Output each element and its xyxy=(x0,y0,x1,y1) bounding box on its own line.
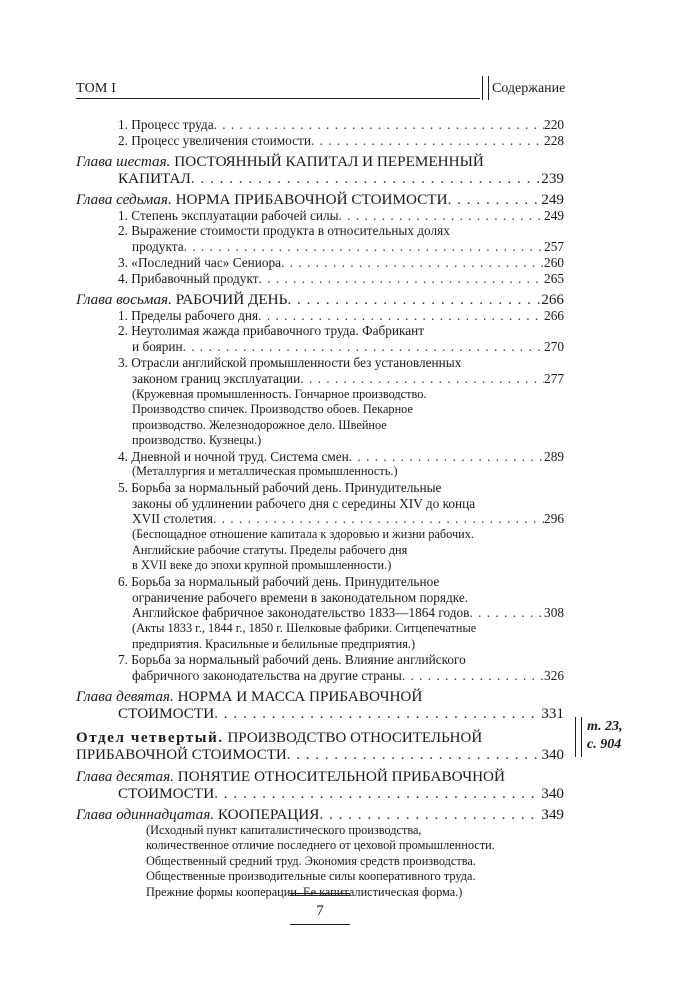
toc-entry-line: 3. Отрасли английской промышленности без установленных xyxy=(118,354,462,370)
margin-double-bar xyxy=(575,717,582,757)
chapter-heading[interactable] xyxy=(76,806,564,823)
dot-leader xyxy=(319,806,541,823)
toc-entry-line: законы об удлинении рабочего дня с середины XIV до конца xyxy=(132,495,476,511)
toc-entry[interactable] xyxy=(76,668,564,684)
entry-note: (Беспощадное отношение капитала к здоровью и жизни рабочих. xyxy=(132,527,474,542)
toc-entry-line: 2. Выражение стоимости продукта в относительных долях xyxy=(118,223,450,239)
margin-reference-volume: т. 23, xyxy=(587,719,623,734)
entry-note: (Акты 1833 г., 1844 г., 1850 г. Шелковые фабрики. Ситцепечатные xyxy=(132,621,477,636)
chapter-heading[interactable] xyxy=(76,153,564,170)
toc-page-number: 340 xyxy=(541,746,564,763)
entry-note: производство. Кузнецы.) xyxy=(132,433,262,448)
toc-entry[interactable] xyxy=(76,308,564,324)
entry-note: производство. Железнодорожное дело. Швейное xyxy=(132,417,387,432)
entry-note: Общественный средний труд. Экономия средств производства. xyxy=(146,853,476,868)
dot-leader xyxy=(258,308,544,324)
chapter-title: РАБОЧИЙ ДЕНЬ xyxy=(171,290,288,308)
part-title-cont: ПРИБАВОЧНОЙ СТОИМОСТИ xyxy=(76,746,287,763)
toc-page-number: 331 xyxy=(541,704,564,722)
chapter-title-cont: КАПИТАЛ xyxy=(118,169,191,187)
dot-leader xyxy=(311,133,544,149)
dot-leader xyxy=(402,668,544,684)
chapter-title: ПОНЯТИЕ ОТНОСИТЕЛЬНОЙ ПРИБАВОЧНОЙ xyxy=(173,767,505,785)
toc-page-number: 326 xyxy=(544,667,564,683)
section-label: Содержание xyxy=(492,81,566,96)
chapter-title-cont: СТОИМОСТИ xyxy=(118,704,215,722)
footer-rule-bottom xyxy=(290,924,350,925)
entry-note: предприятия. Красильные и белильные предприятия.) xyxy=(132,636,416,651)
dot-leader xyxy=(448,191,542,208)
dot-leader xyxy=(349,449,544,465)
dot-leader xyxy=(191,170,541,187)
table-of-contents xyxy=(76,117,564,900)
toc-entry[interactable] xyxy=(76,511,564,527)
part-heading-cont[interactable] xyxy=(76,747,564,764)
toc-entry-title: законом границ эксплуатации xyxy=(132,370,301,386)
toc-page-number: 239 xyxy=(541,169,564,187)
toc-entry-title: 1. Степень эксплуатации рабочей силы xyxy=(118,207,339,223)
toc-entry[interactable] xyxy=(76,239,564,255)
header-double-bar xyxy=(482,76,489,100)
margin-reference xyxy=(575,717,655,757)
toc-entry-title: Английское фабричное законодательство 1833—1864 годов xyxy=(132,605,470,621)
toc-page-number: 260 xyxy=(544,254,564,270)
dot-leader xyxy=(214,705,541,722)
running-header xyxy=(76,78,564,100)
toc-entry-title: 1. Процесс труда xyxy=(118,117,214,132)
entry-note: Прежние формы кооперации. Ее капиталистическая форма.) xyxy=(146,884,463,899)
toc-entry-title: 2. Процесс увеличения стоимости xyxy=(118,132,311,148)
toc-entry[interactable] xyxy=(76,208,564,224)
toc-entry-title: и боярин xyxy=(132,339,183,355)
toc-page-number: 257 xyxy=(544,239,564,255)
chapter-title: НОРМА ПРИБАВОЧНОЙ СТОИМОСТИ xyxy=(171,190,448,208)
chapter-label: Глава девятая. xyxy=(76,687,174,705)
toc-entry[interactable] xyxy=(76,255,564,271)
part-heading[interactable] xyxy=(76,730,564,747)
dot-leader xyxy=(183,339,544,355)
chapter-heading[interactable] xyxy=(76,191,564,208)
toc-entry-title: 4. Прибавочный продукт xyxy=(118,270,259,286)
entry-note: количественное отличие последнего от цеховой промышленности. xyxy=(146,838,495,853)
toc-page-number: 308 xyxy=(544,605,564,621)
toc-entry-title: XVII столетия xyxy=(132,511,213,527)
dot-leader xyxy=(300,371,544,387)
toc-entry-line: 6. Борьба за нормальный рабочий день. Принудительное xyxy=(118,573,440,589)
margin-reference-text xyxy=(587,718,623,754)
toc-entry-title: 3. «Последний час» Сениора xyxy=(118,254,282,270)
part-title: ПРОИЗВОДСТВО ОТНОСИТЕЛЬНОЙ xyxy=(223,729,483,746)
chapter-heading[interactable] xyxy=(76,688,564,705)
toc-entry-line: 5. Борьба за нормальный рабочий день. Принудительные xyxy=(118,479,442,495)
chapter-label: Глава одиннадцатая. xyxy=(76,805,215,823)
toc-entry[interactable] xyxy=(76,271,564,287)
toc-entry-line: ограничение рабочего времени в законодательном порядке. xyxy=(132,589,469,605)
page-footer xyxy=(290,893,390,933)
entry-note: Производство спичек. Производство обоев. Пекарное xyxy=(132,402,413,417)
part-label: Отдел четвертый. xyxy=(76,729,224,746)
dot-leader xyxy=(287,747,542,764)
entry-note: Общественные производительные силы кооперативного труда. xyxy=(146,869,476,884)
chapter-label: Глава шестая. xyxy=(76,152,171,170)
dot-leader xyxy=(339,208,545,224)
header-rule xyxy=(76,98,480,99)
dot-leader xyxy=(281,255,544,271)
toc-page-number: 266 xyxy=(541,290,564,308)
toc-page-number: 249 xyxy=(541,190,564,208)
dot-leader xyxy=(259,271,545,287)
toc-page-number: 265 xyxy=(544,270,564,286)
toc-page-number: 228 xyxy=(544,132,564,148)
toc-entry[interactable] xyxy=(76,133,564,149)
toc-page-number: 296 xyxy=(544,511,564,527)
footer-rule-top xyxy=(290,893,350,896)
toc-entry-line: 2. Неутолимая жажда прибавочного труда. Фабрикант xyxy=(118,323,425,339)
dot-leader xyxy=(469,605,544,621)
chapter-title-cont: СТОИМОСТИ xyxy=(118,784,215,802)
page-number: 7 xyxy=(316,903,324,919)
dot-leader xyxy=(214,117,544,133)
toc-entry-line: 7. Борьба за нормальный рабочий день. Влияние английского xyxy=(118,652,466,668)
chapter-heading-cont[interactable] xyxy=(76,705,564,722)
chapter-label: Глава восьмая. xyxy=(76,290,172,308)
toc-entry[interactable] xyxy=(76,605,564,621)
toc-entry[interactable] xyxy=(76,371,564,387)
chapter-heading-cont[interactable] xyxy=(76,170,564,187)
toc-entry-title: 1. Пределы рабочего дня xyxy=(118,307,259,323)
dot-leader xyxy=(287,291,541,308)
entry-note: (Металлургия и металлическая промышленность.) xyxy=(132,464,398,479)
chapter-heading-cont[interactable] xyxy=(76,785,564,802)
chapter-title: НОРМА И МАССА ПРИБАВОЧНОЙ xyxy=(173,687,423,705)
toc-page-number: 220 xyxy=(544,117,564,132)
toc-entry-title: 4. Дневной и ночной труд. Система смен xyxy=(118,448,349,464)
dot-leader xyxy=(184,239,544,255)
chapter-title: ПОСТОЯННЫЙ КАПИТАЛ И ПЕРЕМЕННЫЙ xyxy=(170,152,484,170)
dot-leader xyxy=(214,785,541,802)
toc-entry[interactable] xyxy=(76,117,564,133)
chapter-label: Глава седьмая. xyxy=(76,190,172,208)
toc-entry-title: продукта xyxy=(132,239,184,255)
entry-note: (Исходный пункт капиталистического производства, xyxy=(146,822,422,837)
toc-entry-title: фабричного законодательства на другие страны xyxy=(132,667,402,683)
toc-page-number: 266 xyxy=(544,307,564,323)
toc-page-number: 277 xyxy=(544,370,564,386)
toc-page-number: 270 xyxy=(544,339,564,355)
chapter-title: КООПЕРАЦИЯ xyxy=(214,805,320,823)
toc-page-number: 349 xyxy=(541,805,564,823)
dot-leader xyxy=(213,511,544,527)
toc-entry[interactable] xyxy=(76,449,564,465)
chapter-heading[interactable] xyxy=(76,768,564,785)
volume-label: ТОМ I xyxy=(76,81,117,96)
margin-reference-page: с. 904 xyxy=(587,737,622,752)
entry-note: Английские рабочие статуты. Пределы рабочего дня xyxy=(132,542,408,557)
toc-page-number: 289 xyxy=(544,448,564,464)
toc-page-number: 340 xyxy=(541,784,564,802)
chapter-label: Глава десятая. xyxy=(76,767,174,785)
toc-entry[interactable] xyxy=(76,339,564,355)
entry-note: в XVII веке до эпохи крупной промышленности.) xyxy=(132,558,392,573)
entry-note: (Кружевная промышленность. Гончарное производство. xyxy=(132,386,427,401)
toc-page-number: 249 xyxy=(544,207,564,223)
chapter-heading[interactable] xyxy=(76,291,564,308)
